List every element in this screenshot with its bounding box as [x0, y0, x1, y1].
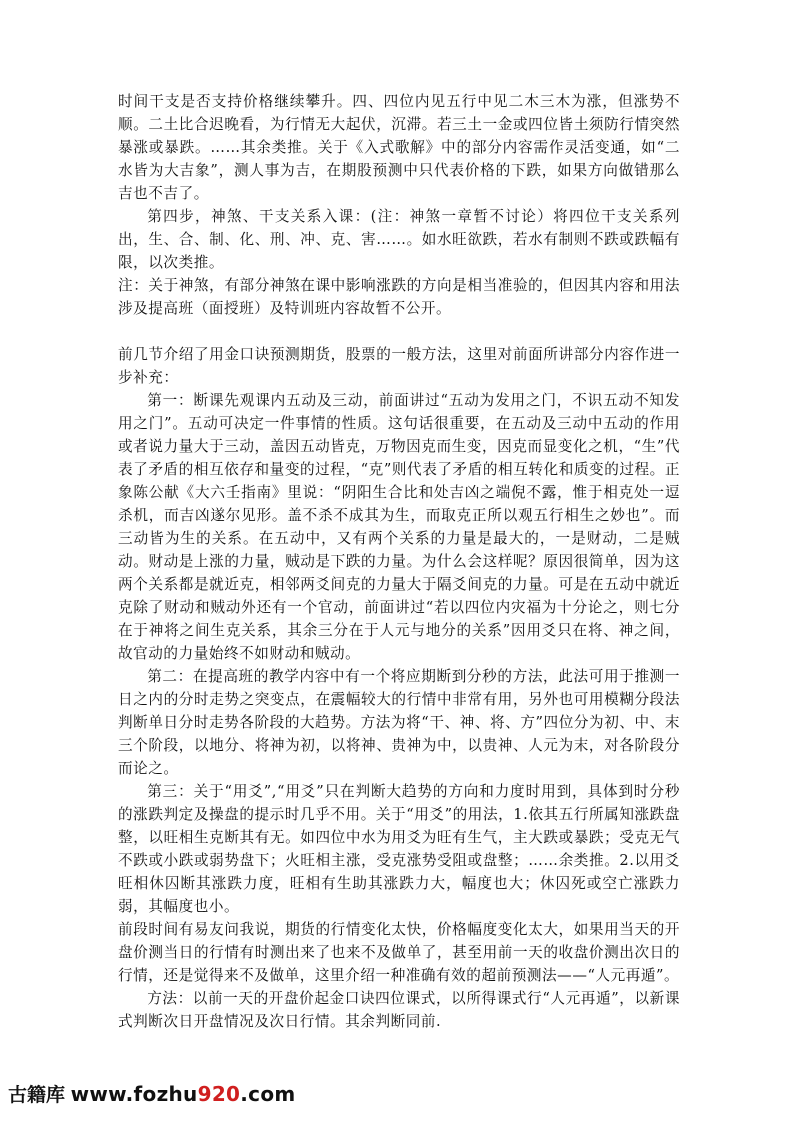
paragraph: 方法：以前一天的开盘价起金口诀四位课式，以所得课式行“人元再遁”，以新课式判断次日开盘情况及次日行情。其余判断同前. [118, 990, 680, 1030]
document-body [118, 90, 680, 1033]
watermark-url-number: 920 [197, 1082, 241, 1106]
site-watermark [8, 1080, 296, 1110]
watermark-brand: 古籍库 [8, 1084, 66, 1106]
note-paragraph: 注：关于神煞，有部分神煞在课中影响涨跌的方向是相当准验的，但因其内容和用法涉及提高班（面授班）及特训班内容故暂不公开。 [118, 277, 680, 317]
paragraph: 时间干支是否支持价格继续攀升。四、四位内见五行中见二木三木为涨，但涨势不顺。二土比合迟晚看，为行情无大起伏，沉滞。若三土一金或四位皆土须防行情突然暴涨或暴跌。……其余类推。关于《入式歌解》中的部分内容需作灵活变通，如“二水皆为大吉象”，测人事为吉，在期股预测中只代表价格的下跌，如果方向做错那么吉也不吉了。 [118, 93, 680, 202]
watermark-url [71, 1082, 296, 1106]
paragraph: 第三：关于“用爻”,“用爻”只在判断大趋势的方向和力度时用到，具体到时分秒的涨跌判定及操盘的提示时几乎不用。关于“用爻”的用法，1.依其五行所属知涨跌盘整，以旺相生克断其有无。如四位中水为用爻为旺有生气，主大跌或暴跌；受克无气不跌或小跌或弱势盘下；火旺相主涨，受克涨势受阻或盘整；……余类推。2.以用爻旺相休囚断其涨跌力度，旺相有生助其涨跌力大，幅度也大；休囚死或空亡涨跌力弱，其幅度也小。 [118, 783, 680, 915]
watermark-url-prefix: www.fozhu [70, 1082, 198, 1106]
watermark-url-suffix: .com [240, 1082, 296, 1106]
paragraph: 前几节介绍了用金口诀预测期货，股票的一般方法，这里对前面所讲部分内容作进一步补充： [118, 346, 680, 386]
paragraph: 第二：在提高班的教学内容中有一个将应期断到分秒的方法，此法可用于推测一日之内的分时走势之突变点，在震幅较大的行情中非常有用，另外也可用模糊分段法判断单日分时走势各阶段的大趋势。方法为将“干、神、将、方”四位分为初、中、末三个阶段，以地分、将神为初，以将神、贵神为中，以贵神、人元为末，对各阶段分而论之。 [118, 668, 680, 777]
paragraph: 前段时间有易友问我说，期货的行情变化太快，价格幅度变化太大，如果用当天的开盘价测当日的行情有时测出来了也来不及做单了，甚至用前一天的收盘价测出次日的行情，还是觉得来不及做单，这里介绍一种准确有效的超前预测法——“人元再遁”。 [118, 921, 680, 984]
paragraph: 第一：断课先观课内五动及三动，前面讲过“五动为发用之门，不识五动不知发用之门”。五动可决定一件事情的性质。这句话很重要，在五动及三动中五动的作用或者说力量大于三动，盖因五动皆克，万物因克而生变，因克而显变化之机，“生”代表了矛盾的相互依存和量变的过程，“克”则代表了矛盾的相互转化和质变的过程。正象陈公献《大六壬指南》里说：“阴阳生合比和处吉凶之端倪不露，惟于相克处一逗杀机，而吉凶遂尔见形。盖不杀不成其为生，而取克正所以观五行相生之妙也”。而三动皆为生的关系。在五动中，又有两个关系的力量是最大的，一是财动，二是贼动。财动是上涨的力量，贼动是下跌的力量。为什么会这样呢？原因很简单，因为这两个关系都是就近克，相邻两爻间克的力量大于隔爻间克的力量。可是在五动中就近克除了财动和贼动外还有一个官动，前面讲过“若以四位内灾福为十分论之，则七分在于神将之间生克关系，其余三分在于人元与地分的关系”因用爻只在将、神之间，故官动的力量始终不如财动和贼动。 [118, 392, 680, 662]
paragraph: 第四步，神煞、干支关系入课：(注：神煞一章暂不讨论）将四位干支关系列出，生、合、制、化、刑、冲、克、害……。如水旺欲跌，若水有制则不跌或跌幅有限，以次类推。 [118, 208, 680, 271]
paragraph-gap [118, 320, 680, 343]
